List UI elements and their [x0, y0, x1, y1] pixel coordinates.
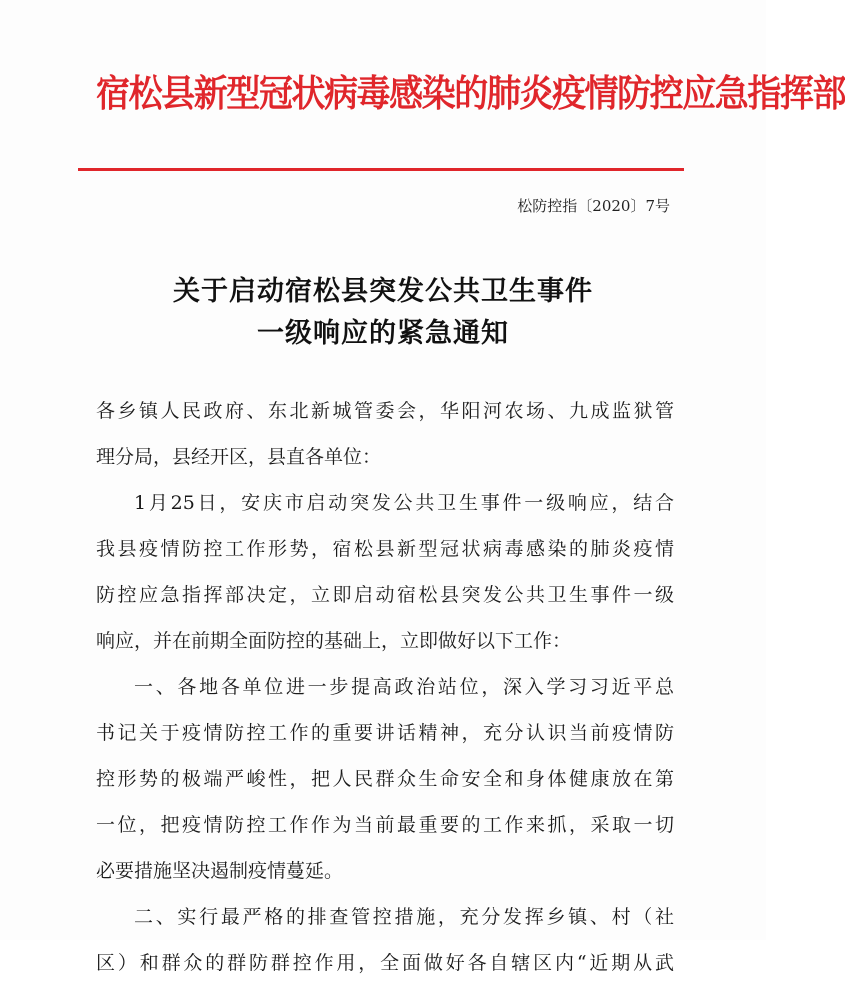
- body-line: 我县疫情防控工作形势，宿松县新型冠状病毒感染的肺炎疫情: [96, 538, 674, 560]
- body-line: 书记关于疫情防控工作的重要讲话精神，充分认识当前疫情防: [96, 722, 674, 744]
- organization-header: 宿松县新型冠状病毒感染的肺炎疫情防控应急指挥部: [96, 72, 845, 115]
- body-line: 防控应急指挥部决定，立即启动宿松县突发公共卫生事件一级: [96, 584, 674, 606]
- body-line: 控形势的极端严峻性，把人民群众生命安全和身体健康放在第: [96, 768, 674, 790]
- body-line: 各乡镇人民政府、东北新城管委会，华阳河农场、九成监狱管: [96, 400, 674, 422]
- document-number: 松防控指〔2020〕7号: [517, 197, 670, 215]
- red-divider-line: [78, 168, 684, 171]
- document-title-line-2: 一级响应的紧急通知: [257, 318, 509, 349]
- body-line: 二、实行最严格的排查管控措施，充分发挥乡镇、村（社: [134, 906, 674, 928]
- body-text: [96, 388, 674, 986]
- body-line: 必要措施坚决遏制疫情蔓延。: [96, 860, 344, 882]
- body-line: 1月25日，安庆市启动突发公共卫生事件一级响应，结合: [134, 492, 674, 514]
- body-line: 区）和群众的群防群控作用，全面做好各自辖区内“近期从武: [96, 952, 674, 974]
- document-title-line-1: 关于启动宿松县突发公共卫生事件: [173, 276, 593, 307]
- body-line: 理分局，县经开区，县直各单位：: [96, 446, 382, 468]
- body-line: 一位，把疫情防控工作作为当前最重要的工作来抓，采取一切: [96, 814, 674, 836]
- body-line: 一、各地各单位进一步提高政治站位，深入学习习近平总: [134, 676, 674, 698]
- body-line: 响应，并在前期全面防控的基础上，立即做好以下工作：: [96, 630, 572, 652]
